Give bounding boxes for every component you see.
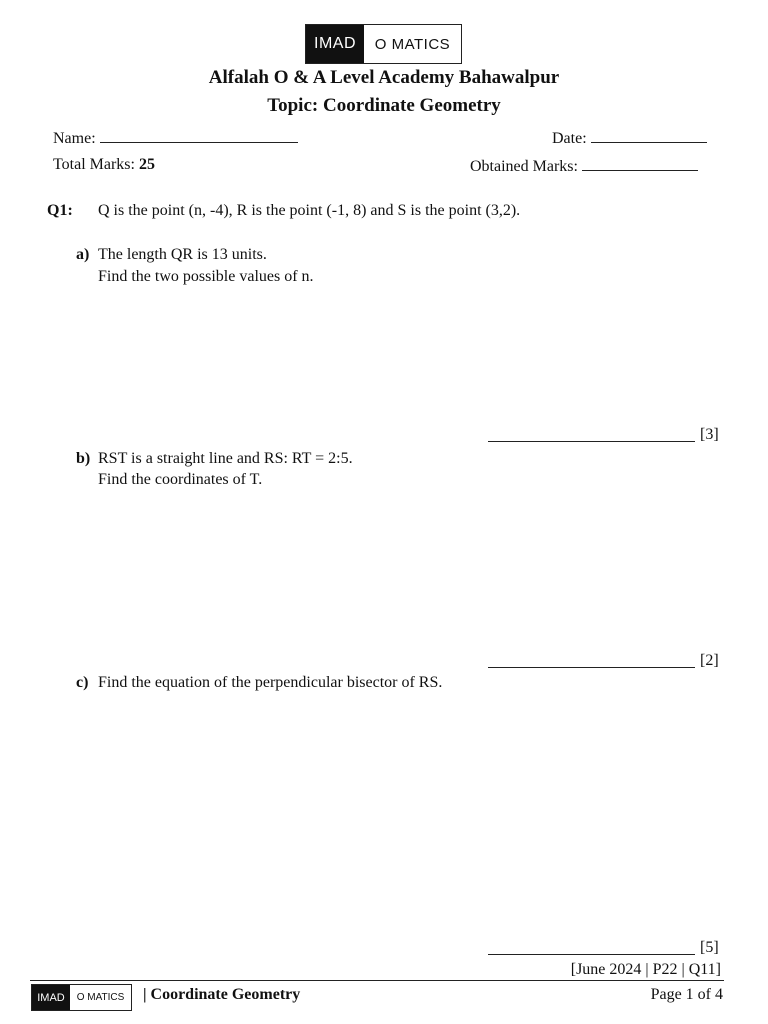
part-a-line1: The length QR is 13 units.	[98, 246, 267, 263]
footer-logo-omatics: O MATICS	[76, 992, 125, 1003]
footer-rule	[30, 980, 724, 981]
question-stem: Q is the point (n, -4), R is the point (-1, 8) and S is the point (3,2).	[98, 202, 521, 219]
academy-title: Alfalah O & A Level Academy Bahawalpur	[208, 67, 560, 88]
part-c-line1: Find the equation of the perpendicular bisector of RS.	[98, 674, 443, 691]
name-blank	[100, 128, 298, 143]
footer-logo	[31, 984, 132, 1011]
logo-imad: IMAD	[306, 25, 364, 63]
part-a-marks: [3]	[700, 426, 719, 443]
part-c-answer-line	[488, 939, 695, 955]
obtained-marks-field	[470, 156, 698, 176]
part-a-label: a)	[76, 246, 90, 263]
footer-topic: | Coordinate Geometry	[143, 986, 301, 1003]
date-blank	[591, 128, 707, 143]
footer-logo-imad: IMAD	[32, 985, 70, 1010]
part-a-line2: Find the two possible values of n.	[98, 268, 314, 285]
part-b-label: b)	[76, 450, 91, 467]
part-b-answer-line	[488, 652, 695, 668]
total-marks-label: Total Marks:	[53, 156, 135, 173]
logo-omatics: O MATICS	[374, 35, 451, 53]
date-label: Date:	[552, 130, 587, 147]
total-marks-value: 25	[138, 156, 155, 173]
name-field	[53, 128, 298, 148]
topic-title: Topic: Coordinate Geometry	[267, 95, 501, 116]
question-source: [June 2024 | P22 | Q11]	[570, 961, 721, 978]
total-marks	[53, 156, 155, 174]
name-label: Name:	[53, 130, 96, 147]
question-number: Q1:	[47, 202, 73, 219]
part-b-marks: [2]	[700, 652, 719, 669]
header-logo	[305, 24, 462, 64]
part-b-line2: Find the coordinates of T.	[98, 471, 263, 488]
obtained-marks-blank	[582, 156, 698, 171]
part-a-answer-line	[488, 426, 695, 442]
part-b-line1: RST is a straight line and RS: RT = 2:5.	[98, 450, 353, 467]
part-c-marks: [5]	[700, 939, 719, 956]
part-c-label: c)	[76, 674, 89, 691]
date-field	[552, 128, 707, 148]
obtained-marks-label: Obtained Marks:	[470, 158, 578, 175]
footer-page-number: Page 1 of 4	[650, 986, 723, 1003]
